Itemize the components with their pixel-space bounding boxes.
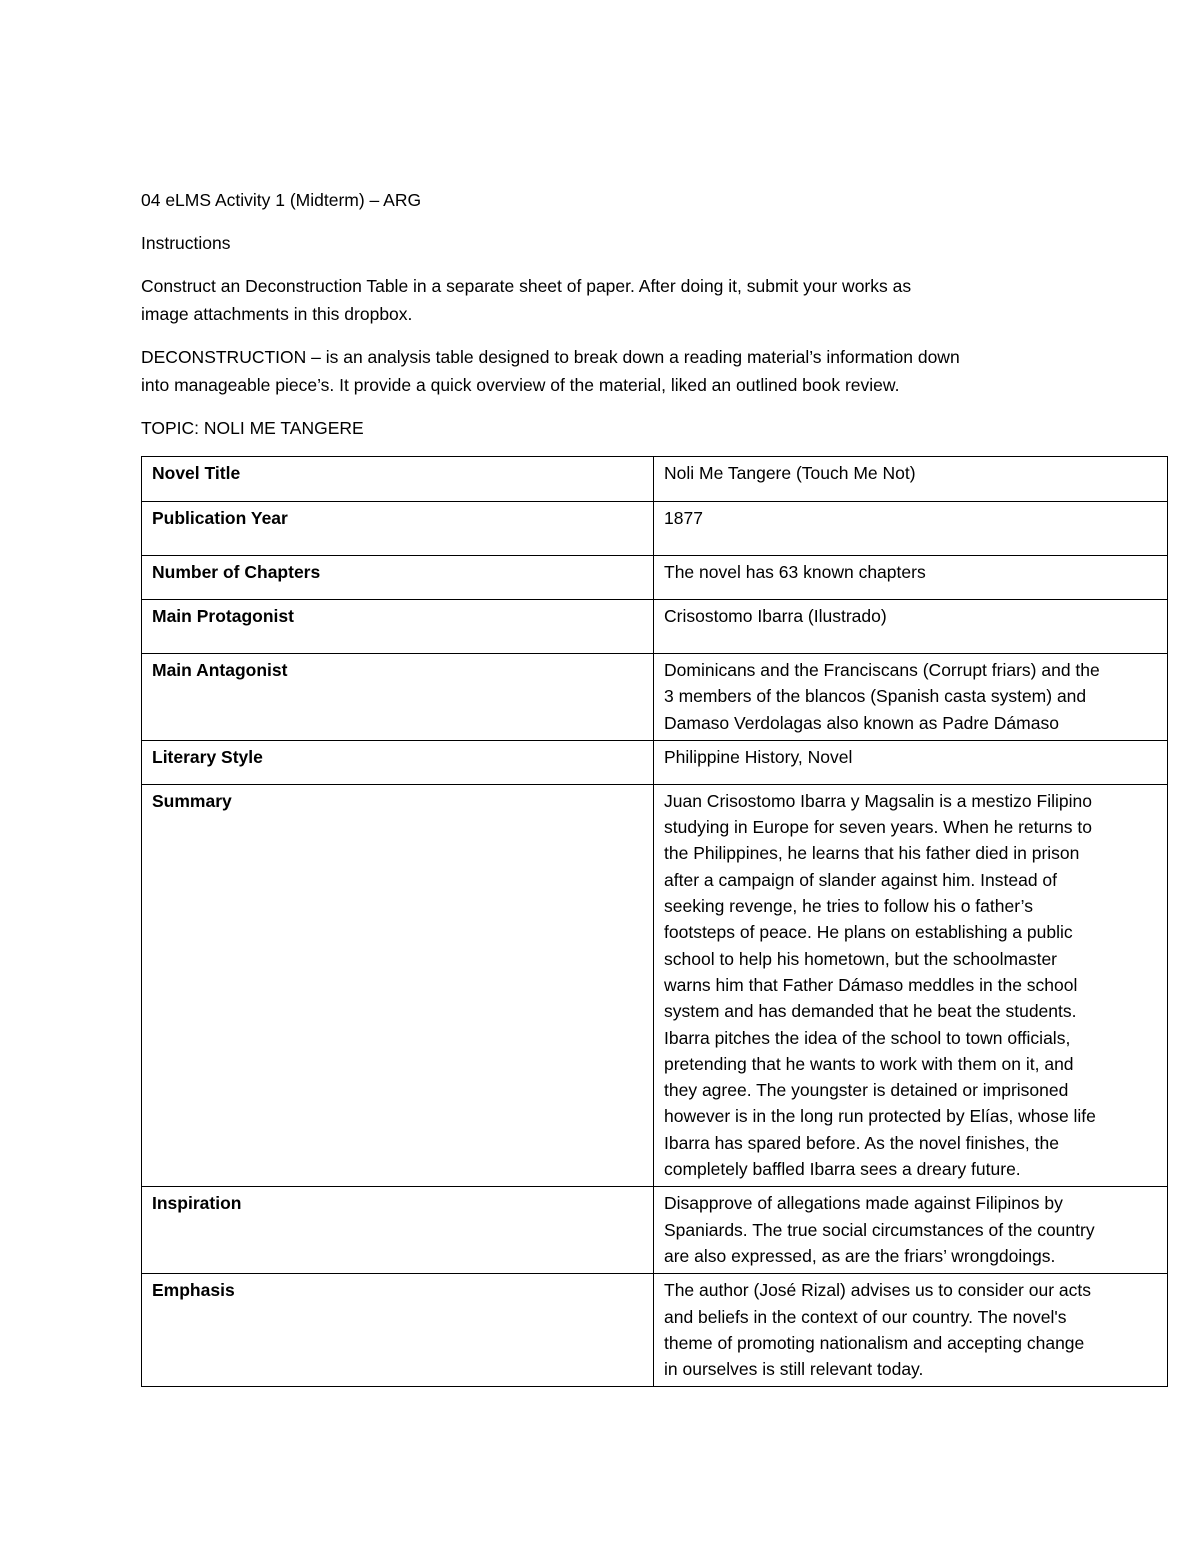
row-value: Philippine History, Novel [654, 740, 1168, 784]
table-row-publication-year [142, 502, 1168, 556]
topic-line: TOPIC: NOLI ME TANGERE [141, 418, 364, 438]
row-label: Main Protagonist [142, 600, 654, 654]
row-label: Inspiration [142, 1187, 654, 1274]
table-row-emphasis [142, 1274, 1168, 1387]
row-label: Literary Style [142, 740, 654, 784]
row-value: Noli Me Tangere (Touch Me Not) [654, 457, 1168, 502]
row-label: Number of Chapters [142, 556, 654, 600]
table-row-summary [142, 784, 1168, 1186]
row-value: Disapprove of allegations made against Filipinos by Spaniards. The true social circumstances of the country are also expressed, as are the friars’ wrongdoings. [654, 1187, 1168, 1274]
row-label: Publication Year [142, 502, 654, 556]
document-title: 04 eLMS Activity 1 (Midterm) – ARG [141, 190, 422, 210]
deconstruction-table [141, 456, 1168, 1387]
table-row-number-of-chapters [142, 556, 1168, 600]
table-row-literary-style [142, 740, 1168, 784]
row-value: The author (José Rizal) advises us to consider our acts and beliefs in the context of our country. The novel's theme of promoting nationalism and accepting change in ourselves is still relevant today. [654, 1274, 1168, 1387]
instructions-text: Construct an Deconstruction Table in a separate sheet of paper. After doing it, submit your works as image attachments in this dropbox. [141, 276, 912, 324]
row-label: Main Antagonist [142, 654, 654, 741]
table-row-main-protagonist [142, 600, 1168, 654]
instructions-heading: Instructions [141, 233, 231, 253]
row-value: Juan Crisostomo Ibarra y Magsalin is a mestizo Filipino studying in Europe for seven years. When he returns to the Philippines, he learns that his father died in prison after a campaign of slander against him. Instead of seeking revenge, he tries to follow his o father’s footsteps of peace. He plans on establishing a public school to help his hometown, but the schoolmaster warns him that Father Dámaso meddles in the school system and has demanded that he beat the students. Ibarra pitches the idea of the school to town officials, pretending that he wants to work with them on it, and they agree. The youngster is detained or imprisoned however is in the long run protected by Elías, whose life Ibarra has spared before. As the novel finishes, the completely baffled Ibarra sees a dreary future. [654, 784, 1168, 1186]
row-value: The novel has 63 known chapters [654, 556, 1168, 600]
table-row-main-antagonist [142, 654, 1168, 741]
table-row-novel-title [142, 457, 1168, 502]
row-value: Dominicans and the Franciscans (Corrupt friars) and the 3 members of the blancos (Spanish casta system) and Damaso Verdolagas also known as Padre Dámaso [654, 654, 1168, 741]
table-row-inspiration [142, 1187, 1168, 1274]
document-page [141, 186, 1167, 1387]
row-value: 1877 [654, 502, 1168, 556]
row-label: Summary [142, 784, 654, 1186]
deconstruction-definition: DECONSTRUCTION – is an analysis table designed to break down a reading material’s information down into manageable piece’s. It provide a quick overview of the material, liked an outlined book review. [141, 347, 960, 395]
row-label: Emphasis [142, 1274, 654, 1387]
row-value: Crisostomo Ibarra (Ilustrado) [654, 600, 1168, 654]
row-label: Novel Title [142, 457, 654, 502]
